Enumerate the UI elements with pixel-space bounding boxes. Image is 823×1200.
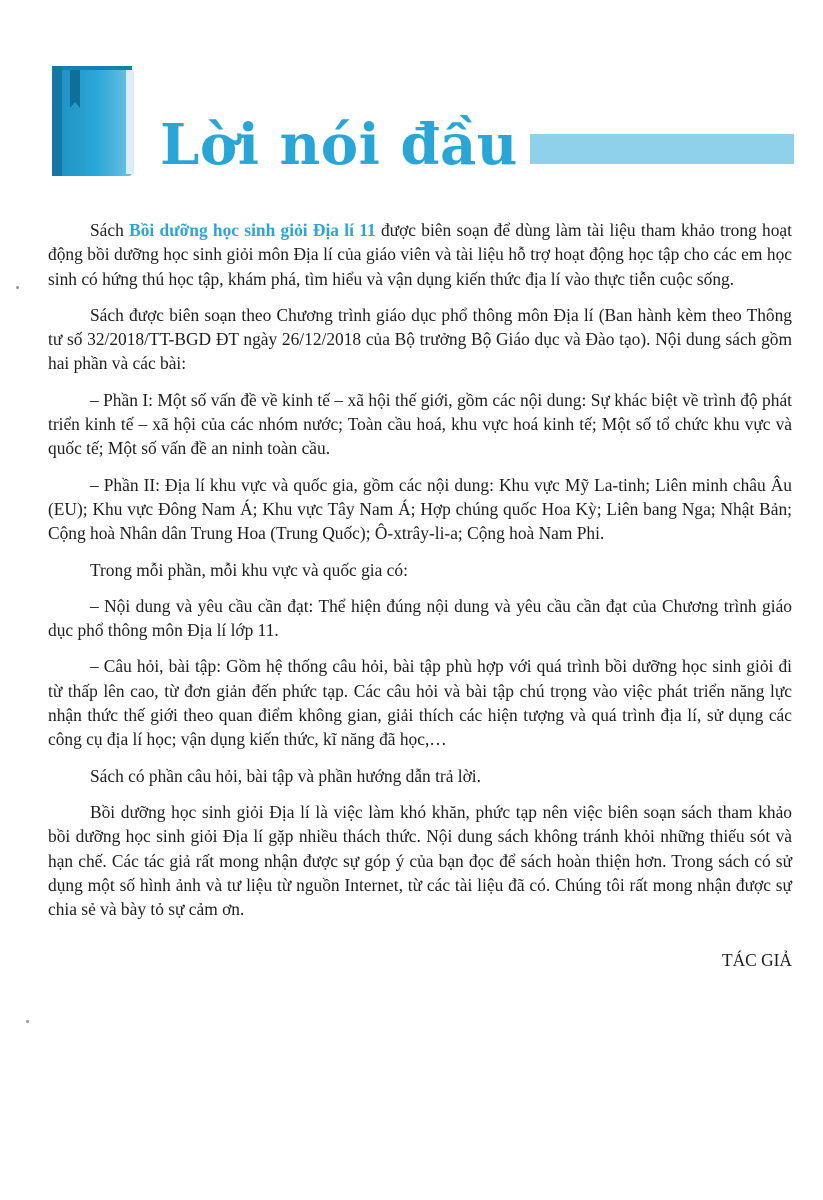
paragraph-part-two: – Phần II: Địa lí khu vực và quốc gia, gồm các nội dung: Khu vực Mỹ La-tinh; Liên minh châu Âu (EU); Khu vực Đông Nam Á; Khu vực Tây Nam Á; Hợp chúng quốc Hoa Kỳ; Liên bang Nga; Nhật Bản; Cộng hoà Nhân dân Trung Hoa (Trung Quốc); Ô-xtrây-li-a; Cộng hoà Nam Phi. <box>48 474 792 544</box>
paragraph-answers: Sách có phần câu hỏi, bài tập và phần hướng dẫn trả lời. <box>90 765 481 786</box>
title-accent-bar <box>530 134 794 164</box>
paragraph-questions: – Câu hỏi, bài tập: Gồm hệ thống câu hỏi, bài tập phù hợp với quá trình bồi dưỡng học sinh giỏi đi từ thấp lên cao, từ đơn giản đến phức tạp. Các câu hỏi và bài tập chú trọng vào việc phát triển năng lực nhận thức thế giới theo quan điểm không gian, giải thích các hiện tượng và quá trình địa lí, sử dụng các công cụ địa lí học; vận dụng kiến thức, kĩ năng đã học,… <box>48 656 792 750</box>
scan-speck <box>26 1020 29 1023</box>
book-title-emphasis: Bồi dưỡng học sinh giỏi Địa lí 11 <box>129 220 376 240</box>
book-icon <box>48 64 138 180</box>
paragraph-part-one: – Phần I: Một số vấn đề về kinh tế – xã hội thế giới, gồm các nội dung: Sự khác biệt về trình độ phát triển kinh tế – xã hội của các nhóm nước; Toàn cầu hoá, khu vực hoá kinh tế; Một số tổ chức khu vực và quốc tế; Một số vấn đề an ninh toàn cầu. <box>48 389 792 459</box>
paragraph-closing: Bồi dưỡng học sinh giỏi Địa lí là việc làm khó khăn, phức tạp nên việc biên soạn sách tham khảo bồi dưỡng học sinh giỏi Địa lí gặp nhiều thách thức. Nội dung sách không tránh khỏi những thiếu sót và hạn chế. Các tác giả rất mong nhận được sự góp ý của bạn đọc để sách hoàn thiện hơn. Trong sách có sử dụng một số hình ảnh và tư liệu từ nguồn Internet, từ các tài liệu đã có. Chúng tôi rất mong nhận được sự chia sẻ và bày tỏ sự cảm ơn. <box>48 801 792 920</box>
paragraph-intro <box>48 218 792 291</box>
preface-body <box>48 218 792 927</box>
paragraph-structure: Trong mỗi phần, mỗi khu vực và quốc gia có: <box>90 559 408 580</box>
author-signature: TÁC GIẢ <box>721 950 792 970</box>
intro-rest: được biên soạn để dùng làm tài liệu tham khảo trong hoạt động bồi dưỡng học sinh giỏi môn Địa lí của giáo viên và tài liệu hỗ trợ hoạt động học tập cho các em học sinh có hứng thú học tập, khám phá, tìm hiểu và vận dụng kiến thức địa lí vào thực tiễn cuộc sống. <box>48 220 792 289</box>
page-title: Lời nói đầu <box>160 112 518 178</box>
scan-speck <box>16 286 19 289</box>
paragraph-curriculum: Sách được biên soạn theo Chương trình giáo dục phổ thông môn Địa lí (Ban hành kèm theo Thông tư số 32/2018/TT-BGD ĐT ngày 26/12/2018 của Bộ trưởng Bộ Giáo dục và Đào tạo). Nội dung sách gồm hai phần và các bài: <box>48 304 792 374</box>
paragraph-requirements: – Nội dung và yêu cầu cần đạt: Thể hiện đúng nội dung và yêu cầu cần đạt của Chương trình giáo dục phổ thông môn Địa lí lớp 11. <box>48 595 792 641</box>
intro-lead: Sách <box>90 220 130 240</box>
